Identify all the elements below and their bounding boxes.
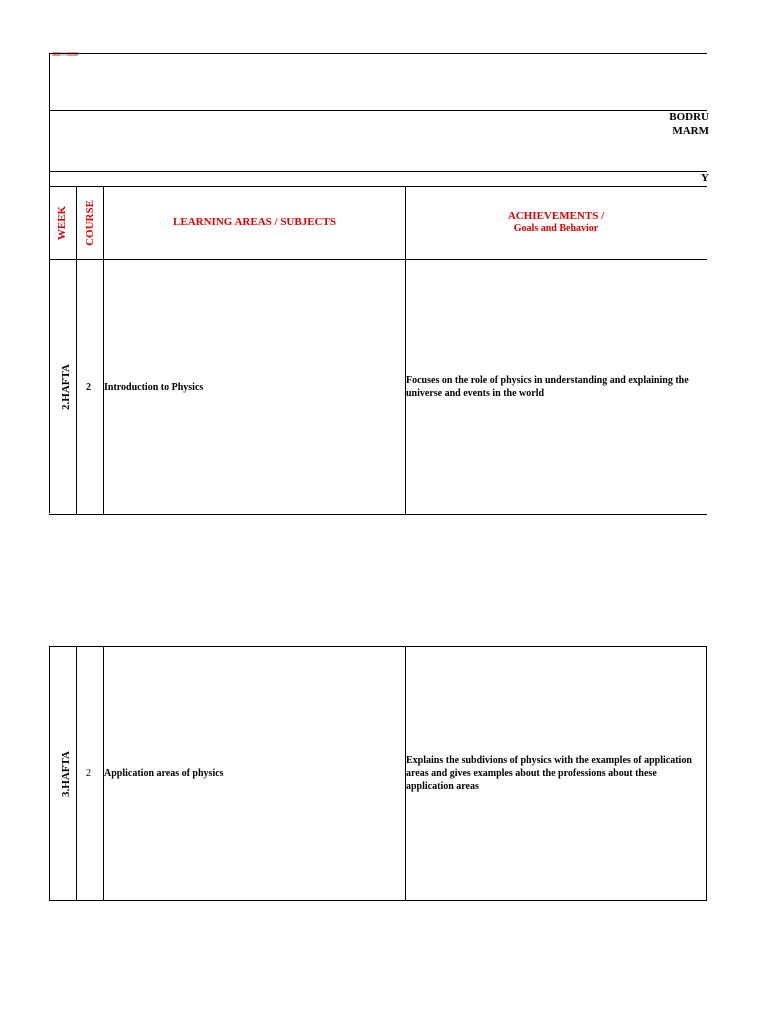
year-title — [600, 171, 707, 186]
subject-cell: Introduction to Physics — [104, 382, 204, 393]
table-2-bottom — [49, 900, 707, 901]
table-2-div-week — [76, 646, 77, 901]
course-header: COURSE — [84, 200, 96, 246]
school-line-1: BODRU — [669, 111, 709, 123]
table-2-right — [706, 646, 707, 901]
col-divider-subject — [405, 186, 406, 514]
achievements-header: ACHIEVEMENTS / — [507, 210, 605, 222]
header-divider-3 — [49, 186, 707, 187]
achievement-cell: Explains the subdivions of physics with the examples of application areas and gives examples about the professions about these application areas — [406, 755, 692, 792]
col-divider-course — [103, 186, 104, 514]
week-header: WEEK — [56, 205, 68, 241]
week-cell: 3.HAFTA — [60, 751, 72, 797]
col-header-bottom — [49, 259, 707, 260]
table-2-top — [49, 646, 707, 647]
header-top-border — [49, 53, 707, 54]
course-cell: 2 — [86, 382, 91, 393]
year-line: Y — [701, 172, 709, 184]
header-left-border — [49, 53, 50, 513]
achievement-cell: Focuses on the role of physics in understanding and explaining the universe and events in the world — [406, 375, 689, 399]
week-cell: 2.HAFTA — [60, 364, 72, 410]
col-divider-week — [76, 186, 77, 514]
course-cell: 2 — [86, 768, 91, 779]
school-line-2: MARM — [672, 125, 709, 137]
school-title — [600, 110, 707, 140]
subject-cell: Application areas of physics — [104, 768, 224, 779]
table-2-left — [49, 646, 50, 901]
achievements-subheader: Goals and Behavior — [513, 223, 599, 234]
table-1-bottom — [49, 514, 707, 515]
learning-areas-header: LEARNING AREAS / SUBJECTS — [173, 216, 336, 228]
